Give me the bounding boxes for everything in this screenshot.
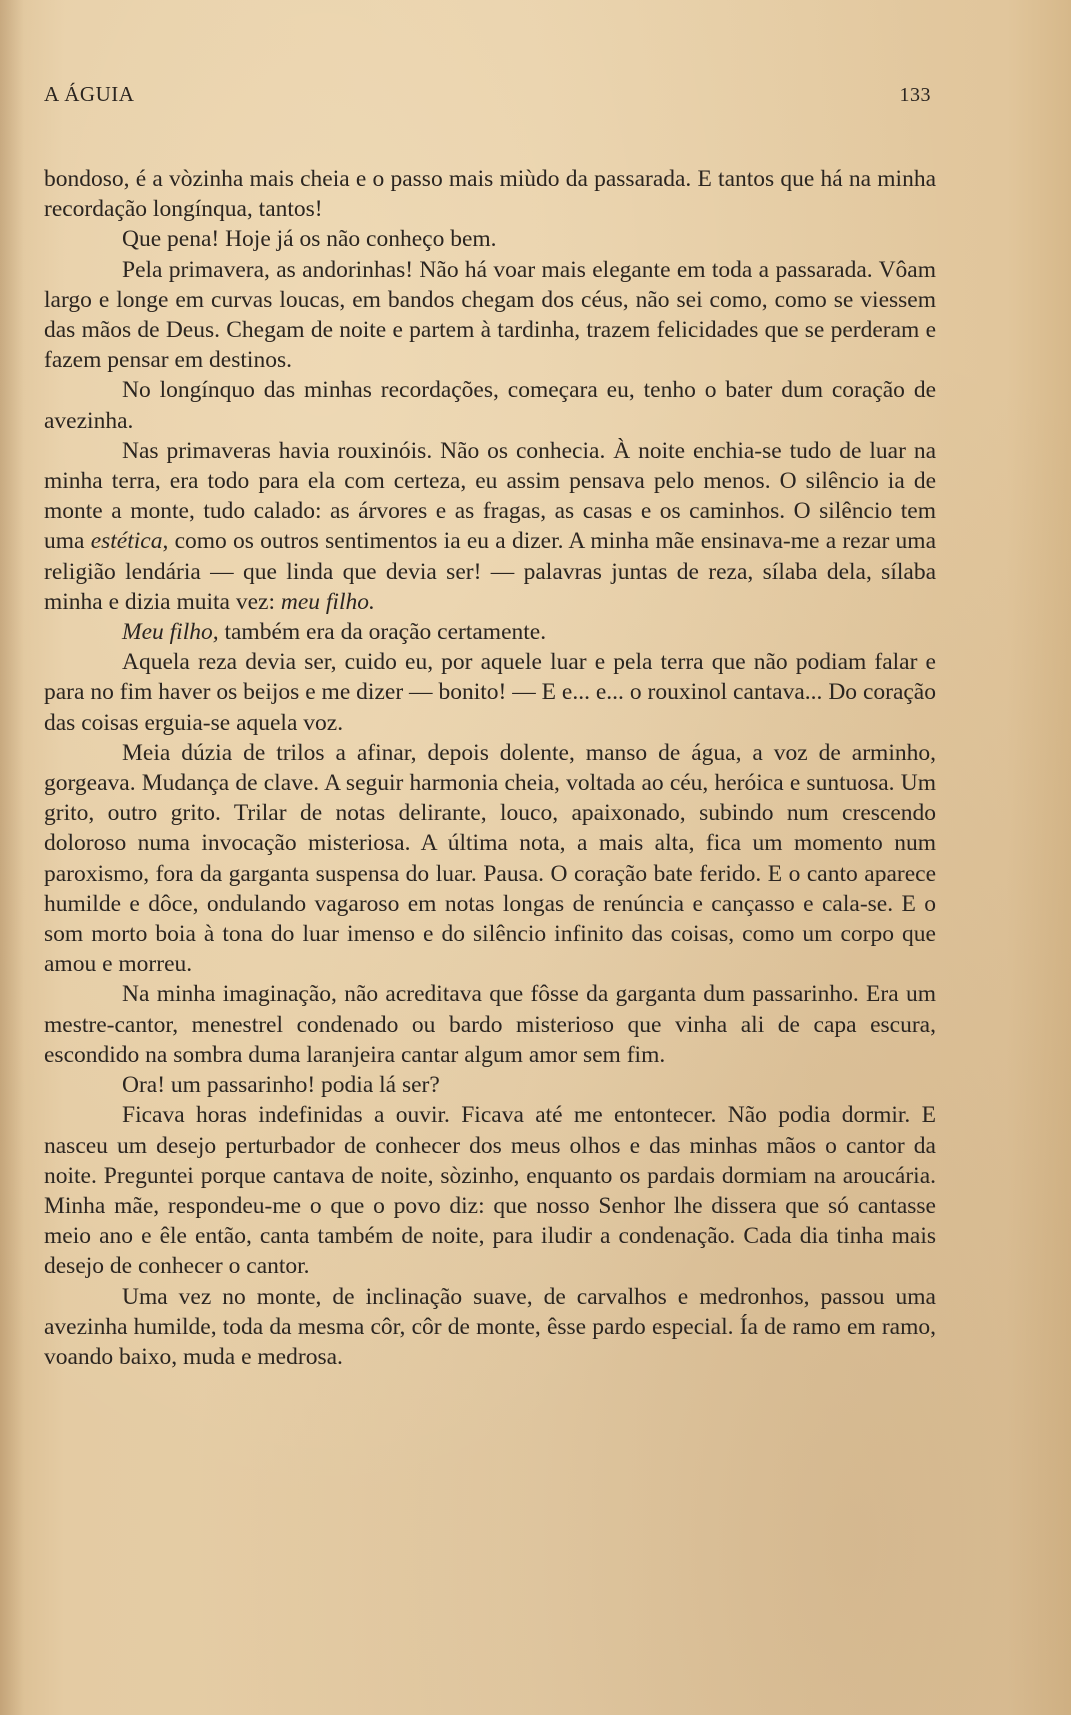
paragraph xyxy=(44,1070,936,1100)
paragraph xyxy=(44,617,936,647)
paragraph xyxy=(44,979,936,1070)
running-header xyxy=(44,82,931,107)
paragraph xyxy=(44,1100,936,1281)
paragraph xyxy=(44,164,936,224)
page-number: 133 xyxy=(899,84,931,106)
paragraph-text: Pela primavera, as andorinhas! Não há voar mais elegante em toda a passarada. Vôam largo e longe em curvas loucas, em bandos chegam dos céus, não sei como, como se viessem das mãos de Deus. Chegam de noite e partem à tardinha, trazem felicidades que se perderam e fazem pensar em destinos. xyxy=(44,256,936,374)
paragraph-text: Ficava horas indefinidas a ouvir. Ficava até me entontecer. Não podia dormir. E nasceu um desejo perturbador de conhecer dos meus olhos e das minhas mãos o cantor da noite. Preguntei porque cantava de noite, sòzinho, enquanto os pardais dormiam na aroucária. Minha mãe, respondeu-me o que o povo diz: que nosso Senhor lhe dissera que só cantasse meio ano e êle então, canta também de noite, para iludir a condenação. Cada dia tinha mais desejo de conhecer o cantor. xyxy=(44,1102,936,1280)
paragraph xyxy=(44,738,936,980)
paragraph-text: Na minha imaginação, não acreditava que fôsse da garganta dum passarinho. Era um mestre-cantor, menestrel condenado ou bardo misterioso que vinha ali de capa escura, escondido na sombra duma laranjeira cantar algum amor sem fim. xyxy=(44,981,936,1068)
paragraph xyxy=(44,255,936,376)
body-text xyxy=(44,164,936,1372)
paragraph xyxy=(44,647,936,738)
paragraph xyxy=(44,436,936,617)
paragraph-text: Nas primaveras havia rouxinóis. Não os conhecia. À noite enchia-se tudo de luar na minha terra, era todo para ela com certeza, eu assim pensava pelo menos. O silêncio ia de monte a monte, tudo calado: as árvores e as fragas, as casas e os caminhos. O silêncio tem uma xyxy=(44,437,936,555)
paragraph-text: , como os outros sentimentos ia eu a dizer. A minha mãe ensinava-me a rezar uma religião lendária — que linda que devia ser! — palavras juntas de reza, sílaba dela, sílaba minha e dizia muita vez: xyxy=(44,528,936,615)
paragraph-text: Que pena! Hoje já os não conheço bem. xyxy=(122,226,497,253)
paragraph xyxy=(44,224,936,254)
italic-text: estética xyxy=(90,528,163,555)
paragraph-text: Ora! um passarinho! podia lá ser? xyxy=(122,1072,440,1099)
italic-text: meu filho. xyxy=(280,588,375,615)
paragraph-text: bondoso, é a vòzinha mais cheia e o passo mais miùdo da passarada. E tantos que há na minha recordação longínqua, tantos! xyxy=(44,166,936,223)
paragraph xyxy=(44,375,936,435)
italic-text: Meu filho, xyxy=(122,619,219,646)
paragraph-text: também era da oração certamente. xyxy=(218,619,547,646)
paragraph-text: Aquela reza devia ser, cuido eu, por aquele luar e pela terra que não podiam falar e para no fim haver os beijos e me dizer — bonito! — E e... e... o rouxinol cantava... Do coração das coisas erguia-se aquela voz. xyxy=(44,649,936,736)
page-edge-stain xyxy=(0,0,24,1715)
paragraph-text: Meia dúzia de trilos a afinar, depois dolente, manso de água, a voz de arminho, gorgeava. Mudança de clave. A seguir harmonia cheia, voltada ao céu, heróica e suntuosa. Um grito, outro grito. Trilar de notas delirante, louco, apaixonado, subindo num crescendo doloroso numa invocação misteriosa. A última nota, a mais alta, fica um momento num paroxismo, fora da garganta suspensa do luar. Pausa. O coração bate ferido. E o canto aparece humilde e dôce, ondulando vagaroso em notas longas de renúncia e cançasso e cala-se. E o som morto boia à tona do luar imenso e do silêncio infinito das coisas, como um corpo que amou e morreu. xyxy=(44,739,936,978)
paragraph-text: No longínquo das minhas recordações, começara eu, tenho o bater dum coração de avezinha. xyxy=(44,377,936,434)
paragraph-text: Uma vez no monte, de inclinação suave, de carvalhos e medronhos, passou uma avezinha humilde, toda da mesma côr, côr de monte, êsse pardo especial. Ía de ramo em ramo, voando baixo, muda e medrosa. xyxy=(44,1283,936,1370)
journal-title: A ÁGUIA xyxy=(44,82,135,106)
paragraph xyxy=(44,1282,936,1373)
